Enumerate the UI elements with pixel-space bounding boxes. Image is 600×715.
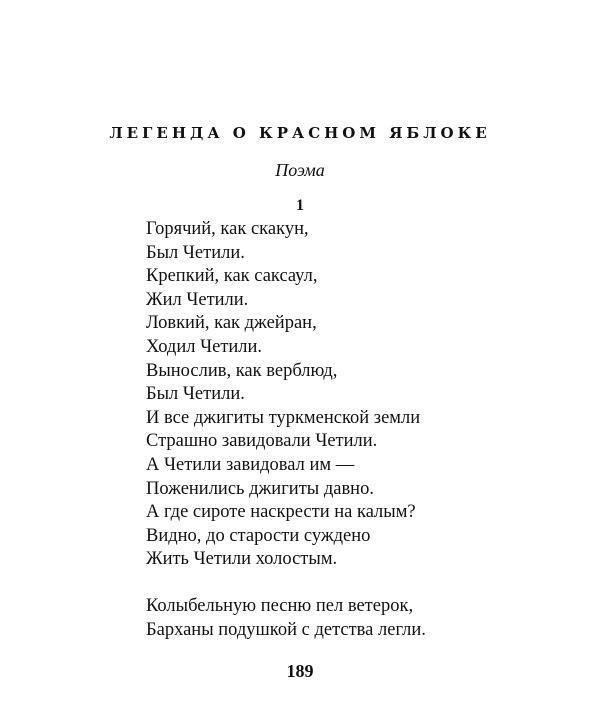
page-number: 189 [286,661,314,681]
stanza-1 [146,218,420,572]
poem-title: ЛЕГЕНДА О КРАСНОМ ЯБЛОКЕ [109,124,491,142]
poem-line: А Четили завидовал им — [146,454,355,475]
section-number: 1 [296,197,304,214]
poem-line: Колыбельную песню пел ветерок, [146,596,414,616]
poem-line: Жил Четили. [146,289,249,310]
poem-line: Ходил Четили. [146,336,263,357]
poem-line: Барханы подушкой с детства легли. [146,619,426,640]
poem-line: И все джигиты туркменской земли [146,407,421,428]
poem-line: Поженились джигиты давно. [146,478,374,499]
poem-line: А где сироте наскрести на калым? [146,502,416,523]
poem-line: Был Четили. [146,242,245,263]
poem-line: Крепкий, как саксаул, [146,266,318,287]
poem-line: Видно, до старости суждено [146,525,371,546]
poem-line: Страшно завидовали Четили. [146,431,378,452]
poem-line: Вынослив, как верблюд, [146,360,338,381]
poem-line: Горячий, как скакун, [146,219,309,239]
poem-subtitle: Поэма [275,160,325,180]
poem-line: Ловкий, как джейран, [146,313,317,334]
stanza-2 [146,595,426,642]
poem-line: Жить Четили холостым. [146,549,338,570]
poem-line: Был Четили. [146,384,245,405]
